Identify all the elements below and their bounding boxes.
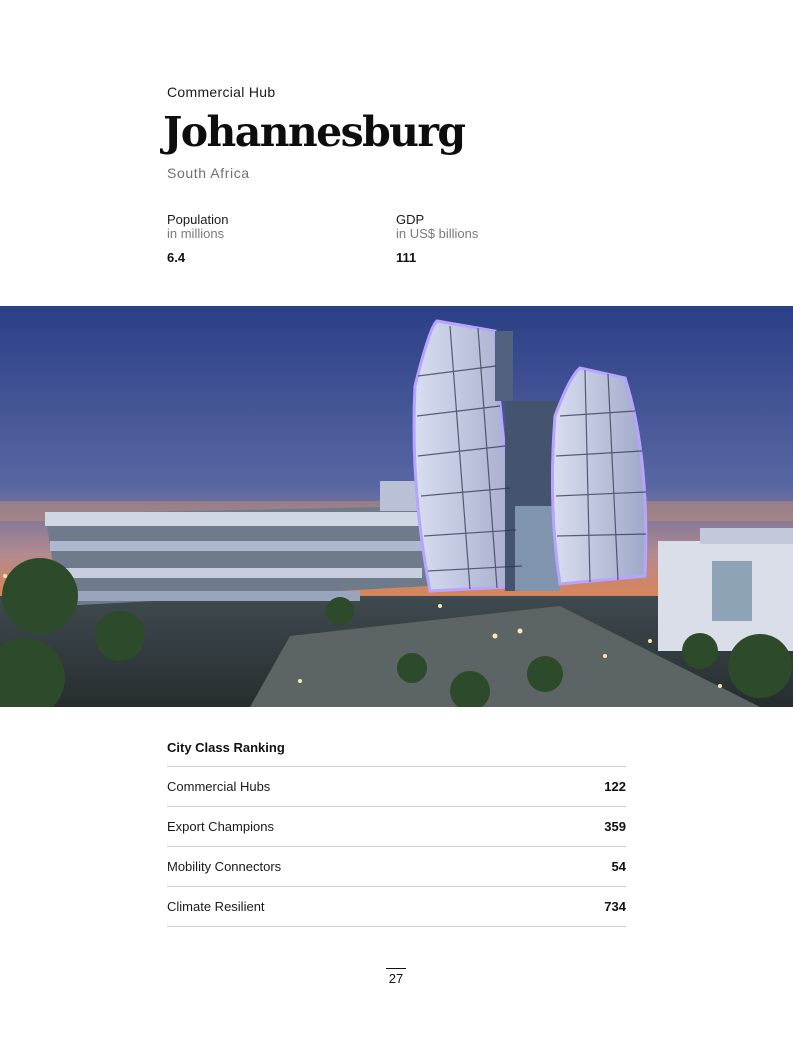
ranking-value: 359: [604, 819, 626, 834]
stat-value: 111: [396, 250, 417, 265]
ranking-row: [167, 807, 626, 847]
eyebrow-label: Commercial Hub: [167, 84, 276, 100]
ranking-value: 122: [604, 779, 626, 794]
stat-label: Population: [167, 212, 229, 227]
city-photo: [0, 306, 793, 707]
country-label: South Africa: [167, 165, 250, 181]
ranking-label: Commercial Hubs: [167, 779, 271, 794]
stat-unit: in US$ billions: [396, 226, 479, 241]
ranking-row: [167, 887, 626, 927]
ranking-row: [167, 767, 626, 807]
ranking-label: Mobility Connectors: [167, 859, 282, 874]
ranking-label: Export Champions: [167, 819, 274, 834]
ranking-row: [167, 847, 626, 887]
stat-value: 6.4: [167, 250, 186, 265]
ranking-value: 734: [604, 899, 626, 914]
city-title: Johannesburg: [163, 108, 465, 156]
page-number: 27: [386, 968, 406, 986]
stat-gdp: [396, 213, 596, 265]
stat-label: GDP: [396, 212, 425, 227]
ranking-value: 54: [611, 859, 626, 874]
ranking-label: Climate Resilient: [167, 899, 265, 914]
ranking-title: City Class Ranking: [167, 740, 626, 767]
city-class-ranking: [167, 740, 626, 927]
stat-population: [167, 213, 367, 265]
stat-unit: in millions: [167, 226, 225, 241]
